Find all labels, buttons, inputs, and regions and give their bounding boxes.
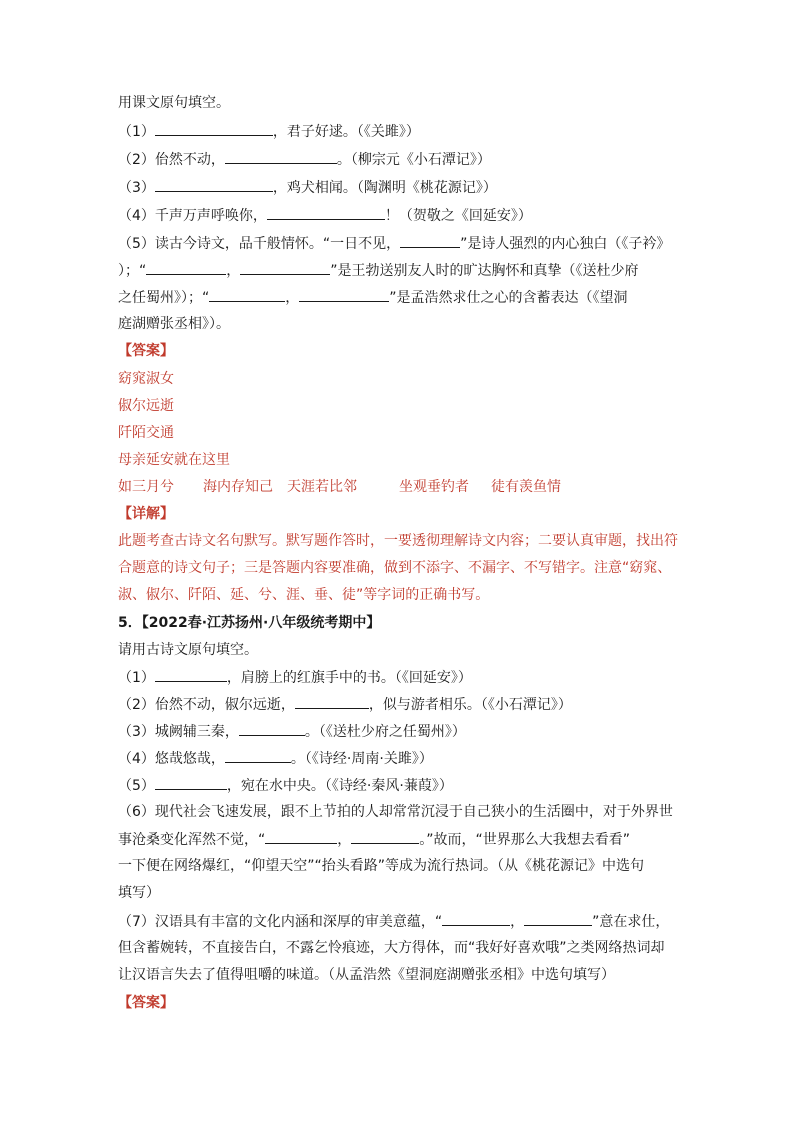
item-text: ，鸡犬相闻。（陶渊明《桃花源记》）: [272, 180, 497, 196]
answer-blank[interactable]: [240, 260, 330, 275]
q4-item-5-line-4: 庭湖赠张丞相》）。: [118, 316, 230, 332]
question-5-header: [118, 613, 678, 633]
q4-item-5-line-1: [118, 233, 678, 254]
answer-blank[interactable]: [295, 694, 369, 709]
q5-item-1: [118, 667, 678, 688]
item-text: ，: [226, 263, 241, 279]
answer-blank[interactable]: [155, 177, 273, 192]
item-label: （2）: [118, 697, 155, 713]
q5-item-7-line-3: 让汉语言失去了值得咀嚼的味道。（从孟浩然《望洞庭湖赠张丞相》中选句填写）: [118, 967, 615, 983]
q4-item-3: [118, 177, 678, 198]
item-label: （1）: [118, 670, 155, 686]
answer-blank[interactable]: [225, 149, 337, 164]
item-text: ，君子好逑。（《关雎》）: [272, 124, 420, 140]
item-text: ，: [510, 914, 525, 930]
q4-intro: 用课文原句填空。: [118, 95, 230, 111]
q5-item-6-line-3: 一下便在网络爆红，“仰望天空”“抬头看路”等成为流行热词。（从《桃花源记》中选句: [118, 858, 645, 874]
answer-blank[interactable]: [239, 721, 305, 736]
item-text: ”是王勃送别友人时的旷达胸怀和真挚（《送杜少府: [330, 263, 639, 279]
q4-item-2: [118, 149, 678, 170]
answer-line-1: 窈窕淑女: [118, 371, 174, 387]
item-text: ”是诗人强烈的内心独白（《子衿》: [460, 236, 671, 252]
item-text: 千声万声呼唤你，: [154, 208, 267, 224]
answer-label: 【答案】: [118, 995, 174, 1011]
item-text: 悠哉悠哉，: [154, 751, 225, 767]
explain-label: 【详解】: [118, 506, 174, 522]
item-text: （5）读古今诗文，品千般情怀。“一日不见，: [118, 236, 401, 252]
answer-blank[interactable]: [209, 287, 285, 302]
item-text: 。（柳宗元《小石潭记》）: [336, 152, 491, 168]
item-text: （7）汉语具有丰富的文化内涵和深厚的审美意蕴，“: [118, 914, 443, 930]
question-number: 5．: [118, 615, 142, 631]
item-text: 城阙辅三秦，: [154, 724, 239, 740]
answer-blank[interactable]: [155, 775, 227, 790]
explain-line-2: 合题意的诗文句子；三是答题内容要准确，做到不添字、不漏字、不写错字。注意“窈窕、: [118, 560, 672, 576]
item-label: （3）: [118, 724, 155, 740]
q4-item-4: [118, 205, 678, 226]
explain-line-3: 淑、俶尔、阡陌、延、兮、涯、垂、徒”等字词的正确书写。: [118, 587, 490, 603]
answer-item: 徒有羡鱼情: [491, 479, 561, 495]
q5-item-4: [118, 748, 678, 769]
answer-blank[interactable]: [524, 911, 592, 926]
q5-item-6-line-1: （6）现代社会飞速发展，跟不上节拍的人却常常沉浸于自己狭小的生活圈中，对于外界世: [118, 804, 673, 820]
answer-blank[interactable]: [351, 829, 419, 844]
item-text: 佁然不动，: [154, 152, 225, 168]
q5-item-7-line-1: [118, 911, 678, 932]
answer-blank[interactable]: [265, 829, 337, 844]
item-text: 。（《诗经·周南·关雎》）: [290, 751, 433, 767]
item-text: ！（贺敬之《回延安》）: [384, 208, 532, 224]
item-text: ）；“: [118, 263, 147, 279]
q4-item-5-line-3: [118, 287, 678, 308]
answer-item: 海内存知己: [203, 479, 273, 495]
answer-blank[interactable]: [267, 205, 385, 220]
item-label: （4）: [118, 751, 155, 767]
item-text: ”意在求仕，: [592, 914, 670, 930]
item-text: 之任蜀州》）；“: [118, 290, 210, 306]
answer-blank[interactable]: [155, 121, 273, 136]
item-text: ，: [337, 832, 352, 848]
answer-blank[interactable]: [299, 287, 389, 302]
q5-item-3: [118, 721, 678, 742]
item-text: 佁然不动，俶尔远逝，: [154, 697, 295, 713]
item-text: ，: [285, 290, 300, 306]
item-label: （4）: [118, 208, 155, 224]
q5-item-7-line-2: 但含蓄婉转，不直接告白，不露乞怜痕迹，大方得体，而“我好好喜欢哦”之类网络热词却: [118, 940, 665, 956]
answer-blank[interactable]: [146, 260, 226, 275]
answer-line-2: 俶尔远逝: [118, 398, 174, 414]
answer-blank[interactable]: [155, 667, 227, 682]
q5-item-2: [118, 694, 678, 715]
item-label: （2）: [118, 152, 155, 168]
item-text: 事沧桑变化浑然不觉，“: [118, 832, 266, 848]
item-text: 。”故而，“世界那么大我想去看看”: [419, 832, 631, 848]
q4-item-1: [118, 121, 678, 142]
answer-label: 【答案】: [118, 343, 174, 359]
item-text: ，肩膀上的红旗手中的书。（《回延安》）: [226, 670, 472, 686]
item-label: （5）: [118, 778, 155, 794]
answer-item: 坐观垂钓者: [399, 479, 469, 495]
item-text: ，似与游者相乐。（《小石潭记》）: [368, 697, 572, 713]
answer-item: 天涯若比邻: [287, 479, 357, 495]
answer-line-3: 阡陌交通: [118, 425, 174, 441]
question-source: 【2022春·江苏扬州·八年级统考期中】: [141, 615, 381, 631]
answer-item: 如三月兮: [118, 479, 174, 495]
item-label: （1）: [118, 124, 155, 140]
answer-blank[interactable]: [225, 748, 291, 763]
answer-line-4: 母亲延安就在这里: [118, 452, 230, 468]
q4-item-5-line-2: [118, 260, 678, 281]
answer-blank[interactable]: [442, 911, 510, 926]
q5-item-6-line-4: 填写）: [118, 885, 160, 901]
item-label: （3）: [118, 180, 155, 196]
q5-item-6-line-2: [118, 829, 678, 850]
item-text: ”是孟浩然求仕之心的含蓄表达（《望洞: [389, 290, 628, 306]
q5-item-5: [118, 775, 678, 796]
item-text: ，宛在水中央。（《诗经·秦风·蒹葭》）: [226, 778, 453, 794]
q5-intro: 请用古诗文原句填空。: [118, 642, 258, 658]
answer-blank[interactable]: [400, 233, 460, 248]
item-text: 。（《送杜少府之任蜀州》）: [304, 724, 466, 740]
explain-line-1: 此题考查古诗文名句默写。默写题作答时，一要透彻理解诗文内容；二要认真审题，找出符: [118, 533, 678, 549]
